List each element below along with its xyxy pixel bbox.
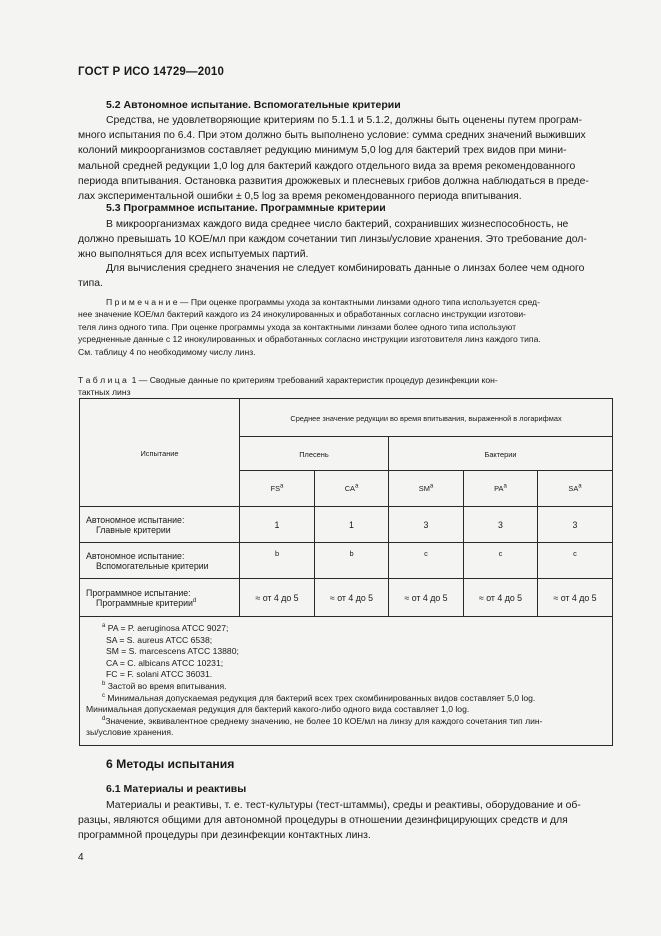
footnote: CA = C. albicans ATCC 10231; [106, 657, 224, 668]
table-caption [78, 374, 612, 398]
text-line: лах экспериментальной ошибки ± 0,5 log за время рекомендованного периода впитывания. [78, 191, 522, 203]
table-cell: 1 [315, 507, 389, 543]
text-line: Для вычисления среднего значения не следует комбинировать данные о линзах более чем одного [106, 263, 585, 274]
table-cell: ≈ от 4 до 5 [464, 579, 538, 617]
row-label: Программное испытание: Программные критерии$^d$ [80, 579, 240, 617]
table-cell: b [315, 543, 389, 579]
text-line: — При оценке программы ухода за контактными линзами одного типа используется сред- [179, 297, 540, 307]
footnote: Значение, эквивалентное среднему значению, не более 10 КОЕ/мл на линзу для каждого сочетания тип лин- [105, 715, 543, 726]
table-caption-text-2: тактных линз [78, 387, 131, 397]
table-row [80, 543, 613, 579]
text-line: разцы, являются общими для автономной процедуры в отношении дезинфицирующих средств и для [78, 815, 568, 827]
header-org-sm: $SM^a$ [389, 471, 464, 507]
table-cell: 1 [240, 507, 315, 543]
section-5-2-text [78, 113, 612, 204]
text-line: программной процедуры при дезинфекции контактных линз. [78, 830, 371, 842]
row-label: Автономное испытание: Вспомогательные критерии [80, 543, 240, 579]
table-cell: 3 [389, 507, 464, 543]
footnote: Минимальная допускаемая редукция для бактерий какого-либо одного вида составляет 1,0 log. [86, 704, 470, 715]
text-line: мальной средней редукции 1,0 log для бактерий каждого отдельного вида за время рекомендованного [78, 160, 576, 172]
text-line: усредненные данные с 12 инокулированных и обработанных согласно инструкции изготовителя линз каждого типа. [78, 334, 541, 345]
note-label: П р и м е ч а н и е [106, 297, 178, 307]
header-org-pa: $PA^a$ [464, 471, 538, 507]
footnote: SM = S. marcescens ATCC 13880; [106, 646, 239, 657]
footnote: Минимальная допускаемая редукция для бактерий всех трех скомбинированных видов составляет 5,0 log. [107, 692, 536, 703]
section-5-3-para-1 [78, 217, 612, 263]
table-row [80, 579, 613, 617]
footnote: PA = P. aeruginosa ATCC 9027; [107, 623, 229, 633]
table-caption-text: 1 — Сводные данные по критериям требований характеристик процедур дезинфекции кон- [131, 375, 498, 385]
footnote: Застой во время впитывания. [107, 680, 227, 691]
table-footnotes-row [80, 617, 613, 746]
table-caption-label: Т а б л и ц а [78, 375, 127, 385]
text-line: Материалы и реактивы, т. е. тест-культуры (тест-штаммы), среды и реактивы, оборудование и об- [106, 800, 581, 811]
table-cell: ≈ от 4 до 5 [389, 579, 464, 617]
header-org-fs: $FS^a$ [240, 471, 315, 507]
table-cell: 3 [464, 507, 538, 543]
text-line: колоний микроорганизмов составляет редукцию минимум 5,0 log для бактерий трех видов при мини- [78, 145, 567, 157]
page-number: 4 [78, 852, 84, 863]
table-cell: ≈ от 4 до 5 [315, 579, 389, 617]
header-org-ca: $CA^a$ [315, 471, 389, 507]
footnote: FC = F. solani ATCC 36031. [106, 669, 213, 680]
section-6-heading: 6 Методы испытания [106, 757, 235, 771]
header-bacteria: Бактерии [389, 437, 613, 471]
header-mold: Плесень [240, 437, 389, 471]
text-line: См. таблицу 4 по необходимому числу линз. [78, 346, 256, 357]
table-cell: c [464, 543, 538, 579]
table-cell: 3 [538, 507, 613, 543]
section-5-3-para-2 [78, 261, 612, 291]
table-cell: c [389, 543, 464, 579]
table-row [80, 507, 613, 543]
header-test: Испытание [80, 399, 240, 507]
section-6-1-text [78, 798, 612, 844]
text-line: периода впитывания. Остановка развития дрожжевых и плесневых грибов должна наблюдаться в преде- [78, 175, 589, 187]
section-5-2-heading: 5.2 Автономное испытание. Вспомогательные критерии [106, 99, 401, 111]
text-line: должно превышать 10 КОЕ/мл при каждом сочетании тип линзы/условие хранения. Это требование дол- [78, 234, 587, 246]
text-line: теля линз одного типа. При оценке программы ухода за контактными линзами более одного типа используют [78, 321, 517, 332]
text-line: жно выполняться для всех испытуемых партий. [78, 249, 309, 261]
document-header: ГОСТ Р ИСО 14729—2010 [78, 66, 225, 78]
table-cell: ≈ от 4 до 5 [538, 579, 613, 617]
note-block [78, 296, 612, 358]
text-line: много испытания по 6.4. При этом должно быть выполнено условие: сумма средних значений выживших [78, 130, 586, 142]
footnote: SA = S. aureus ATCC 6538; [106, 634, 213, 645]
section-6-1-heading: 6.1 Материалы и реактивы [106, 783, 247, 795]
text-line: В микроорганизмах каждого вида среднее число бактерий, сохранивших жизнеспособность, не [106, 219, 569, 230]
table-cell: b [240, 543, 315, 579]
text-line: Средства, не удовлетворяющие критериям по 5.1.1 и 5.1.2, должны быть оценены путем програм- [106, 115, 582, 126]
summary-table [79, 398, 613, 746]
footnote: зы/условие хранения. [86, 727, 174, 738]
table-footnotes: $^a$ PA = P. aeruginosa ATCC 9027; SA = S. aureus ATCC 6538; SM = S. marcescens ATCC 13880; CA = C. albicans ATCC 10231; FC = F. solani ATCC 36031. $^b$ Застой во время впитывания. $^c$ Минимальная допускаемая редукция для бактерий всех трех скомбинированных видов составляет 5,0 log. Минимальная допускаемая редукция для бактерий какого-либо одного вида составляет 1,0 log. $^d$Значение, эквивалентное среднему значению, не более 10 КОЕ/мл на линзу для каждого сочетания тип лин- зы/условие хранения. [80, 617, 613, 746]
text-line: нее значение КОЕ/мл бактерий каждого из 24 инокулированных и обработанных согласно инструкции изготови- [78, 309, 527, 320]
row-label: Автономное испытание: Главные критерии [80, 507, 240, 543]
table-cell: ≈ от 4 до 5 [240, 579, 315, 617]
section-5-3-heading: 5.3 Программное испытание. Программные критерии [106, 202, 386, 214]
text-line: типа. [78, 278, 103, 290]
header-mean-reduction: Среднее значение редукции во время впитывания, выраженной в логарифмах [240, 399, 613, 437]
header-org-sa: $SA^a$ [538, 471, 613, 507]
table-cell: c [538, 543, 613, 579]
